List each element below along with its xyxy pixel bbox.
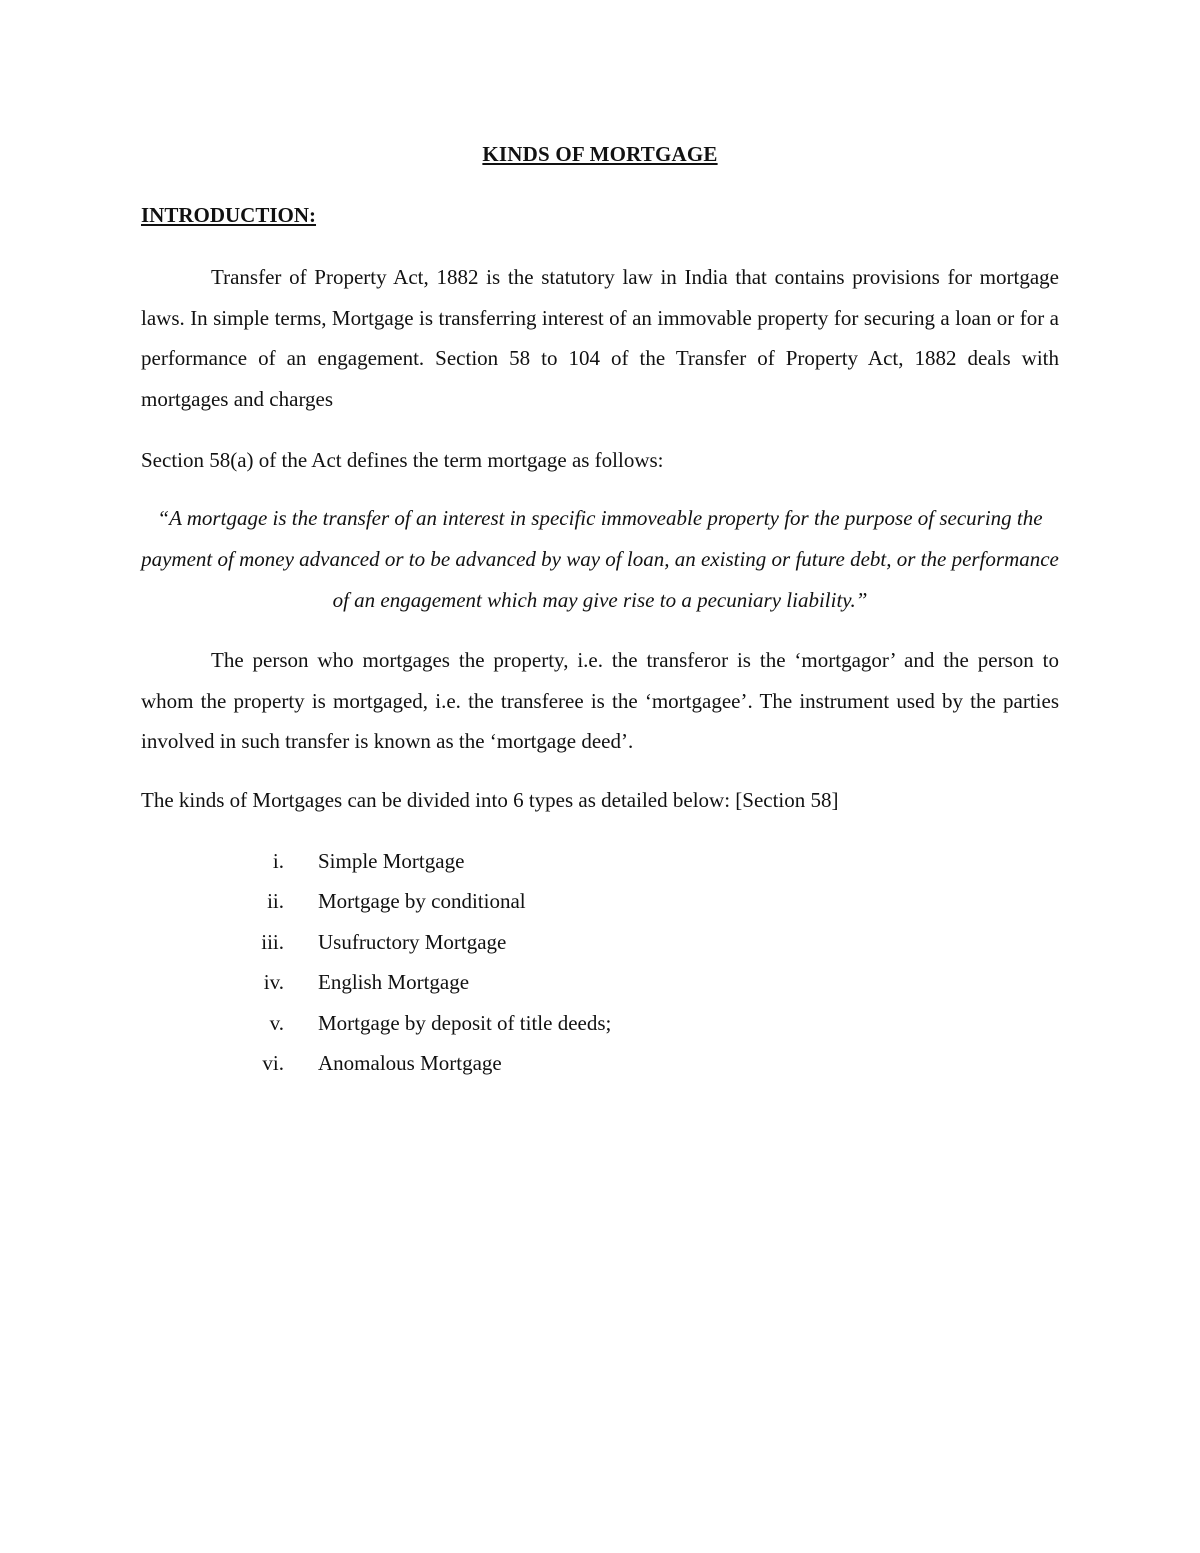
paragraph-definition-lead: Section 58(a) of the Act defines the term mortgage as follows: — [141, 448, 664, 472]
list-item-number: iv. — [263, 970, 284, 995]
list-item-text: Usufructory Mortgage — [318, 929, 507, 954]
paragraph-intro: Transfer of Property Act, 1882 is the statutory law in India that contains provisions for mortgage laws. In simple terms, Mortgage is transferring interest of an immovable property for securing a loan or for a performance of an engagement. Section 58 to 104 of the Transfer of Property Act, 1882 deals with mortgages and charges — [141, 265, 1059, 411]
list-item-number: i. — [272, 849, 284, 873]
list-item-number: vi. — [262, 1050, 284, 1075]
mortgage-types-list — [0, 841, 1200, 1083]
list-item-text: Anomalous Mortgage — [318, 1050, 502, 1075]
list-item — [0, 1043, 1200, 1083]
list-item-number: iii. — [261, 929, 284, 954]
list-item — [0, 922, 1200, 962]
list-item-text: Mortgage by deposit of title deeds; — [318, 1010, 612, 1035]
paragraph-parties: The person who mortgages the property, i.e. the transferor is the ‘mortgagor’ and the person to whom the property is mortgaged, i.e. the transferee is the ‘mortgagee’. The instrument used by the parties involved in such transfer is known as the ‘mortgage deed’. — [141, 648, 1059, 753]
paragraph-kinds-lead: The kinds of Mortgages can be divided into 6 types as detailed below: [Section 58] — [141, 788, 839, 812]
list-item — [0, 841, 1200, 881]
list-item-text: Simple Mortgage — [318, 849, 465, 873]
list-item-number: ii. — [267, 889, 284, 914]
list-item — [0, 881, 1200, 921]
list-item — [0, 962, 1200, 1002]
document-title: KINDS OF MORTGAGE — [482, 142, 718, 166]
list-item-text: Mortgage by conditional — [318, 889, 526, 914]
section-heading: INTRODUCTION: — [141, 203, 317, 227]
list-item — [0, 1003, 1200, 1043]
list-item-text: English Mortgage — [318, 970, 470, 995]
definition-quote: “A mortgage is the transfer of an interest in specific immoveable property for the purpose of securing the payment of money advanced or to be advanced by way of loan, an existing or future debt, or the performance of an engagement which may give rise to a pecuniary liability.” — [141, 506, 1059, 612]
list-item-number: v. — [269, 1010, 284, 1035]
